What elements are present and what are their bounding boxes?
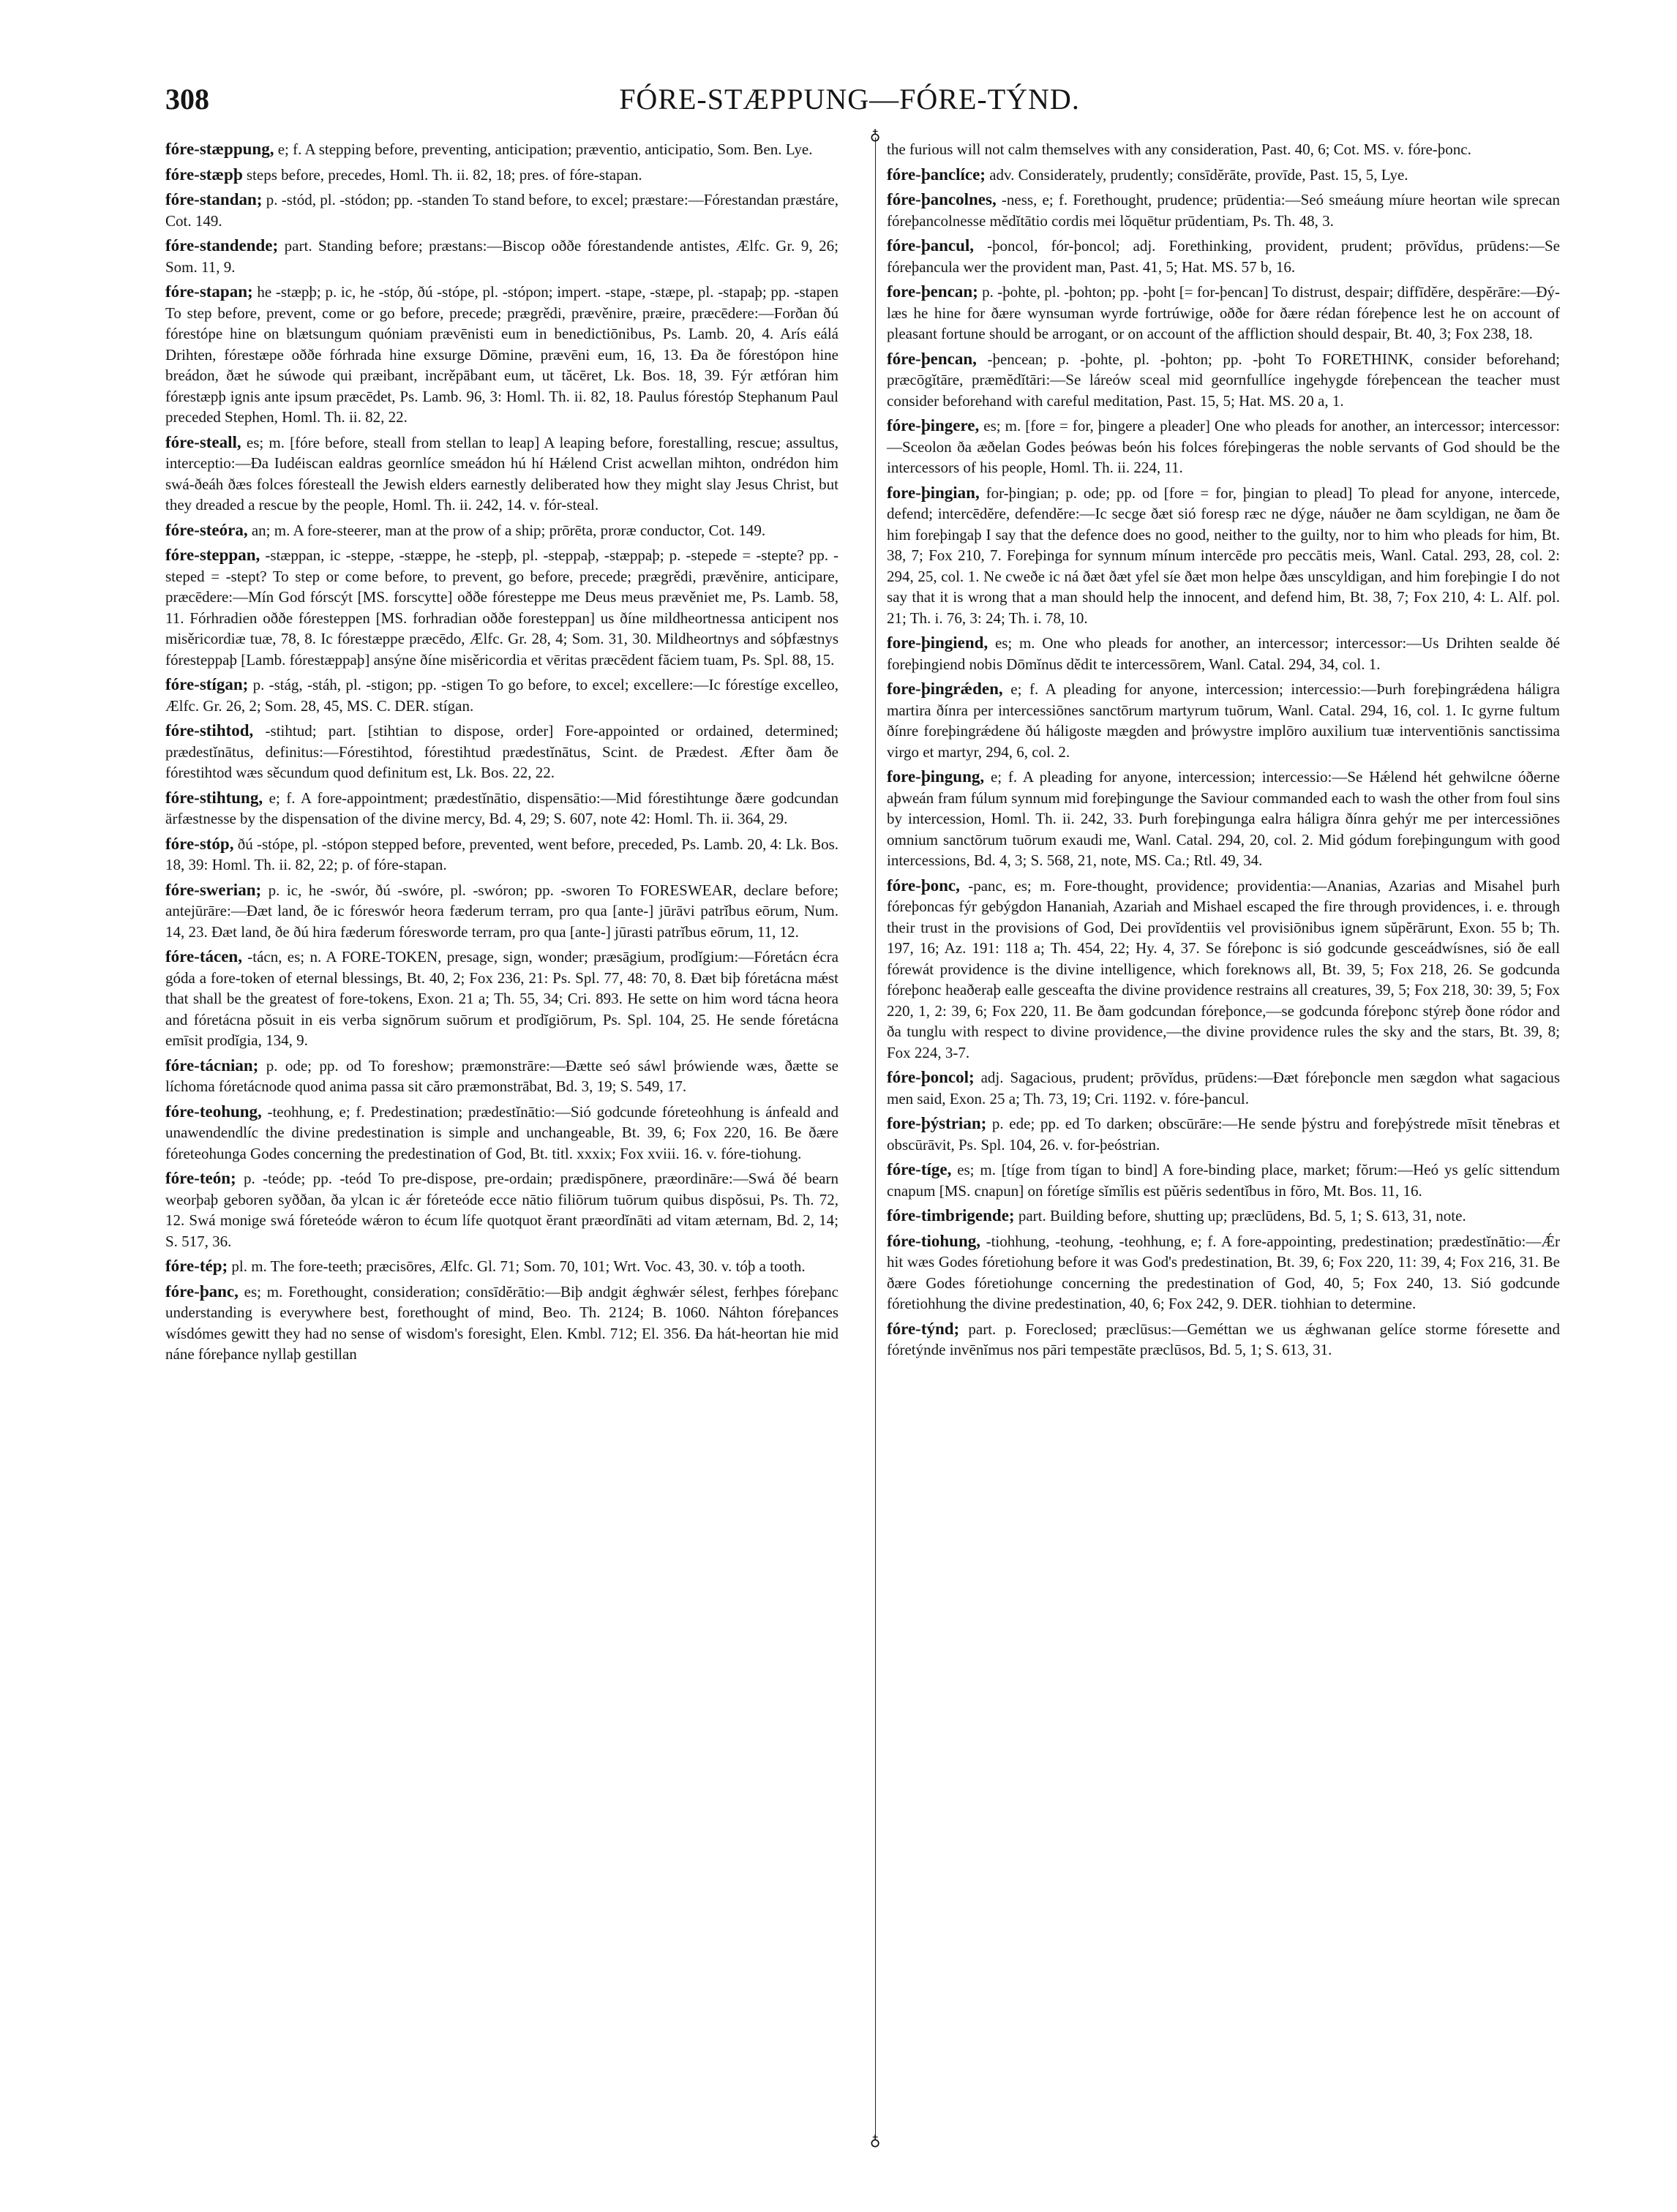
entry-definition: es; m. One who pleads for another, an intercessor; intercessor:—Us Drihten sealde ðé foreþingiend nobis Dōmĭnus dĕdit te intercessōrem, Wanl. Catal. 294, 34, col. 1. xyxy=(887,634,1560,673)
dictionary-entry xyxy=(887,1067,1560,1109)
entry-headword: fóre-tíge, xyxy=(887,1160,952,1178)
entry-headword: fore-þingian, xyxy=(887,483,980,502)
dictionary-entry xyxy=(887,1205,1560,1227)
dictionary-entry xyxy=(887,349,1560,412)
entry-definition: e; f. A pleading for anyone, intercession; intercessio:—Þurh foreþingrǽdena háligra martira ðínra per intercessiōnes sanctōrum martyrum tuōrum, Wanl. Catal. 294, 16, col. 1. Ic gyrne fultum ðínre foreþingrǽdene ðú háligoste mægden and þrówystre implōro auxilium tuæ interventiōnis sanctissima virgo et martyr, 294, 6, col. 2. xyxy=(887,680,1560,761)
dictionary-entry xyxy=(165,1168,838,1252)
entry-headword: fóre-timbrigende; xyxy=(887,1206,1015,1224)
dictionary-entry xyxy=(165,432,838,516)
dictionary-entry xyxy=(165,1282,838,1365)
dictionary-entry xyxy=(887,189,1560,231)
dictionary-entry xyxy=(165,545,838,670)
entry-headword: fóre-teón; xyxy=(165,1169,236,1187)
entry-definition: -panc, es; m. Fore-thought, providence; providentia:—Ananias, Azarias and Misahel þurh fóreþoncas fýr gebýgdon Hananiah, Azariah and Mishael escaped the fire through providences, i. e. through their trust in the provisions of God, Dei provĭdentiis vel provisiōnibus ignem sŭpĕrārunt, Exon. 55 b; Th. 197, 16; Az. 191: 118 a; Th. 454, 22; Hy. 4, 37. Se fóreþonc is sió godcunde gesceádwísnes, sió ðe eall fórewát providence is the divine intelligence, which foreknows all, Bt. 39, 5; Fox 218, 26. Se godcunda fóreþonc heaðeraþ ealle gesceafta the divine providence restrains all creatures, 39, 5; Fox 218, 30: 39, 5; Fox 220, 1, 2: 39, 6; Fox 220, 11. Be ðam godcundan fóreþonce,—se godcunda fóreþonc stýreþ ðone ródor and ða tunglu with respect to divine providence,—the divine providence rules the sky and the stars, Bt. 39, 8; Fox 224, 3-7. xyxy=(887,876,1561,1061)
dictionary-entry xyxy=(887,679,1560,762)
entry-headword: fóre-þingere, xyxy=(887,416,980,434)
dictionary-entry xyxy=(887,236,1560,277)
running-head: FÓRE-STÆPPUNG—FÓRE-TÝND. xyxy=(619,83,1080,116)
entry-definition: p. ede; pp. ed To darken; obscūrāre:—He sende þýstru and foreþýstrede mīsit tĕnebras et obscūrāvit, Ps. Spl. 104, 26. v. for-þeóstrian. xyxy=(887,1115,1561,1154)
entry-definition: es; m. [tíge from tígan to bind] A fore-binding place, market; fŏrum:—Heó ys gelíc sittendum cnapum [MS. cnapun] on fóretíge sĭmĭlis est pŭĕris sedentĭbus in fŏro, Mt. Bos. 11, 16. xyxy=(887,1161,1561,1200)
entry-headword: fóre-þanclíce; xyxy=(887,165,986,184)
dictionary-entry xyxy=(887,165,1560,186)
entry-definition: for-þingian; p. ode; pp. od [fore = for, þingian to plead] To plead for anyone, intercede, defend; intercēdĕre, defendĕre:—Ic secge ðæt sió foresp ræc ne dýge, náuðer ne ðam scyldigan, ne ðam ðe him foreþingaþ I say that the defence does no good, neither to the guilty, nor to him who pleads for him, Bt. 38, 7; Fox 210, 7. Foreþinga for synnum mínum intercēde pro peccātis meis, Wanl. Catal. 293, 28, col. 2: 294, 25, col. 1. Ne cweðe ic ná ðæt ðæt yfel síe ðæt mon helpe ðæs unscyldigan, and him foreþingie I do not say that it is wrong that a man should help the innocent, and defend him, Bt. 38, 7; Fox 210, 4: L. Alf. pol. 21; Th. i. 76, 3: 24; Th. i. 78, 10. xyxy=(887,484,1561,627)
entry-definition: es; m. [fóre before, steall from stellan to leap] A leaping before, forestalling, rescue; assultus, interceptio:—Ða Iudéiscan ealdras geornlíce smeádon hú hí Hǽlend Crist acwellan mihton, ondrédon him swá-ðeáh ðæs folces fóresteall the Jewish elders earnestly deliberated how they might slay Jesus Christ, but they dreaded a rescue by the people, Homl. Th. ii. 242, 14. v. fór-steal. xyxy=(165,433,839,514)
entry-headword: fore-þencan; xyxy=(887,282,978,301)
dictionary-entry xyxy=(887,139,1560,160)
entry-definition: es; m. Forethought, consideration; consīdĕrātio:—Biþ andgit ǽghwǽr sélest, ferhþes fóreþanc understanding is everywhere best, forethought of mind, Beo. Th. 2124; B. 1060. Náhton fóreþances wísdómes gewitt they had no sense of wisdom's foresight, Elen. Kmbl. 712; El. 356. Ða hát-heortan hie mid náne fóreþance nyllaþ gestillan xyxy=(165,1282,839,1363)
entry-headword: fóre-stæpþ xyxy=(165,165,243,184)
dictionary-entry xyxy=(887,1113,1560,1155)
column-divider xyxy=(875,138,876,2138)
dictionary-entry xyxy=(165,788,838,830)
dictionary-entry xyxy=(165,674,838,716)
dictionary-entry xyxy=(165,721,838,783)
entry-definition: -stihtud; part. [stihtian to dispose, order] Fore-appointed or ordained, determined; prædestĭnātus, definitus:—Fórestihtod, fórestihtud prædestĭnātus, Scint. de Prædest. Æfter ðam ðe fórestihtod wæs sěcundum quod definitum est, Lk. Bos. 22, 22. xyxy=(165,722,838,781)
entry-definition: e; f. A stepping before, preventing, anticipation; præventio, anticipatio, Som. Ben. Lye. xyxy=(277,140,813,158)
entry-headword: fóre-stóp, xyxy=(165,834,234,853)
entry-definition: an; m. A fore-steerer, man at the prow of a ship; prōrēta, proræ conductor, Cot. 149. xyxy=(251,521,766,539)
entry-headword: fore-þýstrian; xyxy=(887,1114,987,1132)
dictionary-entry xyxy=(165,189,838,231)
entry-definition: ðú -stópe, pl. -stópon stepped before, prevented, went before, preceded, Ps. Lamb. 20, 4: Lk. Bos. 18, 39: Homl. Th. ii. 82, 22; p. of fóre-stapan. xyxy=(165,835,839,873)
entry-headword: fore-þingung, xyxy=(887,767,985,786)
dictionary-entry xyxy=(165,282,838,428)
entry-headword: fóre-týnd; xyxy=(887,1319,960,1338)
entry-definition: p. ode; pp. od To foreshow; præmonstrāre:—Ðætte seó sáwl þrówiende wæs, ðætte se líchoma fóretácnode quod anima passa sit căro præmonstrābat, Bd. 3, 19; S. 549, 17. xyxy=(165,1056,838,1095)
entry-definition: es; m. [fore = for, þingere a pleader] One who pleads for another, an intercessor; intercessor:—Sceolon ða æðelan Godes þeówas beón his folces fóreþingeras the noble servants of God should be the intercessors of his people, Homl. Th. ii. 224, 11. xyxy=(887,417,1561,476)
dictionary-entry xyxy=(887,1231,1560,1314)
entry-headword: fóre-stapan; xyxy=(165,282,253,301)
entry-headword: fóre-þonc, xyxy=(887,876,960,895)
entry-headword: fóre-þanc, xyxy=(165,1282,239,1301)
dictionary-entry xyxy=(165,880,838,943)
entry-definition: adj. Sagacious, prudent; prōvĭdus, prūdens:—Ðæt fóreþoncle men sægdon what sagacious men said, Exon. 25 a; Th. 73, 19; Cri. 1192. v. fóre-þancul. xyxy=(887,1069,1560,1107)
dictionary-entry xyxy=(887,282,1560,345)
entry-headword: fóre-steppan, xyxy=(165,546,260,564)
dictionary-entry xyxy=(887,1319,1560,1361)
entry-headword: fóre-þancul, xyxy=(887,236,975,255)
dictionary-entry xyxy=(887,1159,1560,1201)
entry-headword: fóre-þoncol; xyxy=(887,1068,975,1086)
entry-definition: p. ic, he -swór, ðú -swóre, pl. -swóron; pp. -sworen To FORESWEAR, declare before; antejūrāre:—Ðæt land, ðe ic fóreswór heora fæderum terram, pro qua [ante-] jūrāvi patrĭbus eōrum, Num. 14, 23. Ðæt land, ðe ðú hira fæderum fóresworde terram, pro qua [ante-] jūrasti patrĭbus eōrum, 11, 12. xyxy=(165,881,838,941)
entry-headword: fóre-stihtod, xyxy=(165,721,254,740)
entry-headword: fóre-standende; xyxy=(165,236,279,255)
right-column xyxy=(887,139,1560,1365)
entry-definition: part. Standing before; præstans:—Biscop oððe fórestandende antistes, Ælfc. Gr. 9, 26; Som. 11, 9. xyxy=(165,237,838,276)
entry-headword: fóre-stæppung, xyxy=(165,140,274,158)
dictionary-entry xyxy=(165,165,838,186)
entry-headword: fóre-tácnian; xyxy=(165,1056,259,1075)
page-number: 308 xyxy=(165,83,209,116)
dictionary-entry xyxy=(887,483,1560,629)
dictionary-entry xyxy=(165,1256,838,1277)
entry-definition: e; f. A fore-appointment; prædestĭnātio, dispensātio:—Mid fórestihtunge ðære godcundan ärfæstnesse by the dispensation of the divine mercy, Bd. 4, 29; S. 607, note 42: Homl. Th. ii. 364, 29. xyxy=(165,789,838,827)
entry-definition: -tácn, es; n. A FORE-TOKEN, presage, sign, wonder; præsāgium, prodĭgium:—Fóretácn écra góda a fore-token of eternal blessings, Bt. 40, 2; Fox 236, 21: Ps. Spl. 77, 48: 70, 8. Ðæt biþ fóretácna mǽst that shall be the greatest of fore-tokens, Exon. 21 a; Th. 55, 34; Cri. 893. He sette on him word tácna heora and fóretácna pŏsuit in eis verba signōrum suōrum et prodĭgiōrum, Ps. Spl. 104, 25. He sende fóretácna emīsit prodĭgia, 134, 9. xyxy=(165,948,838,1049)
entry-definition: -teohhung, e; f. Predestination; prædestĭnātio:—Sió godcunde fóreteohhung is ánfeald and unawendendlíc the divine predestination is simple and unchangeable, Bt. 39, 6; Fox 220, 16. Be ðære fóreteohunga Godes concerning the predestination of God, Bt. titl. xxxix; Fox xviii. 16. v. fóre-tiohung. xyxy=(165,1102,839,1162)
entry-headword: fóre-þencan, xyxy=(887,349,977,368)
page-header xyxy=(165,82,1534,120)
entry-definition: -tiohhung, -teohung, -teohhung, e; f. A fore-appointing, predestination; prædestĭnātio:—Ǽr hit wæs Godes fóretiohung before it was God's predestination, Bt. 39, 6; Fox 220, 11: 39, 4; Fox 216, 31. Be ðære Godes fóretiohunge concerning the predestination of God, 40, 5; Fox 240, 13. Sió godcunde fóretiohhung the divine predestination, 40, 6; Fox 242, 9. DER. tiohhian to determine. xyxy=(887,1232,1560,1312)
entry-headword: fóre-swerian; xyxy=(165,880,262,899)
entry-definition: he -stæpþ; p. ic, he -stóp, ðú -stópe, pl. -stópon; impert. -stape, -stæpe, pl. -stapaþ; pp. -stapen To step before, prevent, come or go before, precede; prægrědi, prævěnire, præire, præcēdere:—Forðan ðú fórestópe hine on blætsungum quóniam prævēnisti eum in benedictiōnibus, Ps. Lamb. 20, 4. Arís eálá Drihten, fórestæpe oððe fórhrada hine exsurge Dōmine, prævēni eum, 16, 13. Ða ðe fórestópon hine breádon, ðæt he súwode qui præibant, incrěpābant eum, ut tăcēret, Lk. Bos. 18, 39. Fýr ætfóran him fórestæpþ ignis ante ipsum præcēdet, Ps. Lamb. 96, 3: Homl. Th. ii. 82, 18. Paulus fórestóp Stephanum Paul preceded Stephen, Homl. Th. ii. 82, 22. xyxy=(165,283,838,426)
entry-headword: fóre-steóra, xyxy=(165,520,248,539)
dictionary-entry xyxy=(887,633,1560,674)
entry-definition: steps before, precedes, Homl. Th. ii. 82, 18; pres. of fóre-stapan. xyxy=(246,165,642,184)
entry-definition: p. -stág, -stáh, pl. -stigon; pp. -stigen To go before, to excel; excellere:—Ic fórestíge excelleo, Ælfc. Gr. 26, 2; Som. 28, 45, MS. C. DER. stígan. xyxy=(165,676,839,715)
left-column xyxy=(165,139,838,1369)
dictionary-entry xyxy=(165,947,838,1051)
entry-definition: p. -þohte, pl. -þohton; pp. -þoht [= for-þencan] To distrust, despair; diffīdĕre, despĕrāre:—Ðý-læs he hine for ðære wynsuman wyrde fortrúwige, oððe for ðære rédan fóreþence lest he on account of pleasant fortune should be arrogant, or on account of the affliction should despair, Bt. 40, 3; Fox 238, 18. xyxy=(887,283,1561,342)
entry-definition: pl. m. The fore-teeth; præcisōres, Ælfc. Gl. 71; Som. 70, 101; Wrt. Voc. 43, 30. v. tóþ a tooth. xyxy=(231,1257,806,1275)
entry-definition: -stæppan, ic -steppe, -stæppe, he -stepþ, pl. -steppaþ, -stæppaþ; p. -stepede = -stepte? pp. -steped = -stept? To step or come before, to prevent, go before, precede; prægrědi, prævěnire, anticipare, præcēdere:—Mín God fórscýt [MS. forscytte] oððe fóresteppe me Deus meus prævěniet me, Ps. Lamb. 58, 11. Fórhradien oððe fóresteppen [MS. forhradian oððe foresteppan] us ðíne mildheortnessa anticipent nos misěricordiæ tuæ, 78, 8. Ic fórestæppe præcēdo, Ælfc. Gr. 28, 4; Som. 31, 30. Mildheortnys and sóþfæstnys fóresteppaþ [Lamb. fórestæppaþ] ansýne ðíne misěricordia et vēritas præcēdent făciem tuam, Ps. Spl. 88, 15. xyxy=(165,546,839,669)
dictionary-entry xyxy=(887,876,1560,1064)
entry-definition: p. -teóde; pp. -teód To pre-dispose, pre-ordain; prædispōnere, præordināre:—Swá ðé bearn weorþaþ geboren syððan, ða ylcan ic ǽr fóreteóde ecce nātio filiōrum tuōrum quibus dispŏsui, Ps. Th. 72, 12. Swá monige swá fóreteóde wǽron to écum lífe quotquot ĕrant præordĭnāti ad vitam æternam, Bd. 2, 14; S. 517, 36. xyxy=(165,1170,838,1250)
entry-headword: fóre-tiohung, xyxy=(887,1231,980,1250)
entry-headword: fóre-standan; xyxy=(165,190,263,208)
entry-definition: adv. Considerately, prudently; consīdĕrāte, provīde, Past. 15, 5, Lye. xyxy=(989,165,1408,184)
column-ornament-top: ♁ xyxy=(869,127,881,143)
dictionary-entry xyxy=(165,520,838,541)
entry-headword: fóre-stihtung, xyxy=(165,788,263,807)
entry-headword: fóre-steall, xyxy=(165,432,241,451)
entry-definition: p. -stód, pl. -stódon; pp. -standen To stand before, to excel; præstare:—Fórestandan præstáre, Cot. 149. xyxy=(165,191,838,230)
dictionary-entry xyxy=(165,834,838,876)
dictionary-entry xyxy=(165,139,838,160)
dictionary-entry xyxy=(165,236,838,277)
entry-headword: fóre-teohung, xyxy=(165,1102,262,1121)
column-ornament-bottom: ♁ xyxy=(869,2133,881,2149)
entry-headword: fóre-þancolnes, xyxy=(887,190,997,208)
entry-definition: part. p. Foreclosed; præclūsus:—Geméttan we us ǽghwanan gelíce storme fóresette and fóretýnde invēnĭmus nos pāri tempestāte præclūsos, Bd. 5, 1; S. 613, 31. xyxy=(887,1320,1561,1358)
entry-definition: e; f. A pleading for anyone, intercession; intercessio:—Se Hǽlend hét gehwilcne óðerne aþweán fram fúlum synnum mid foreþingunge the Saviour commanded each to wash the other from foul sins by intercession, Homl. Th. ii. 242, 33. Þurh foreþingunga ealra háligra ðínra gehýr me per intercessiōnes omnium sanctōrum tuōrum exaudi me, Wanl. Catal. 294, 20, col. 2. Mid gódum foreþingungum with good intercessions, Bd. 4, 3; S. 568, 21, note, MS. Ca.; Rtl. 49, 34. xyxy=(887,768,1560,869)
entry-headword: fóre-tép; xyxy=(165,1257,228,1275)
entry-definition: the furious will not calm themselves with any consideration, Past. 40, 6; Cot. MS. v. fóre-þonc. xyxy=(887,140,1471,158)
dictionary-entry xyxy=(887,767,1560,871)
entry-headword: fore-þingiend, xyxy=(887,633,988,652)
dictionary-entry xyxy=(165,1102,838,1165)
entry-headword: fóre-stígan; xyxy=(165,675,249,693)
dictionary-entry xyxy=(165,1056,838,1097)
entry-definition: -þoncol, fór-þoncol; adj. Forethinking, provident, prudent; prōvĭdus, prūdens:—Se fóreþancula wer the provident man, Past. 41, 5; Hat. MS. 57 b, 16. xyxy=(887,237,1561,276)
dictionary-entry xyxy=(887,415,1560,478)
entry-definition: part. Building before, shutting up; præclūdens, Bd. 5, 1; S. 613, 31, note. xyxy=(1018,1207,1466,1224)
entry-definition: -ness, e; f. Forethought, prudence; prūdentia:—Seó smeáung míure heortan wile sprecan fóreþancolnesse mĕdĭtātio cordis mei lŏquētur prūdentiam, Ps. Th. 48, 3. xyxy=(887,191,1561,230)
entry-headword: fore-þingrǽden, xyxy=(887,680,1003,698)
entry-headword: fóre-tácen, xyxy=(165,947,242,966)
entry-definition: -þencean; p. -þohte, pl. -þohton; pp. -þoht To FORETHINK, consider beforehand; præcōgĭtāre, præmĕdĭtāri:—Se láreów sceal mid geornfullíce ingehygde fóreþencean the teacher must consider beforehand with careful meditation, Past. 15, 5; Hat. MS. 20 a, 1. xyxy=(887,350,1561,410)
